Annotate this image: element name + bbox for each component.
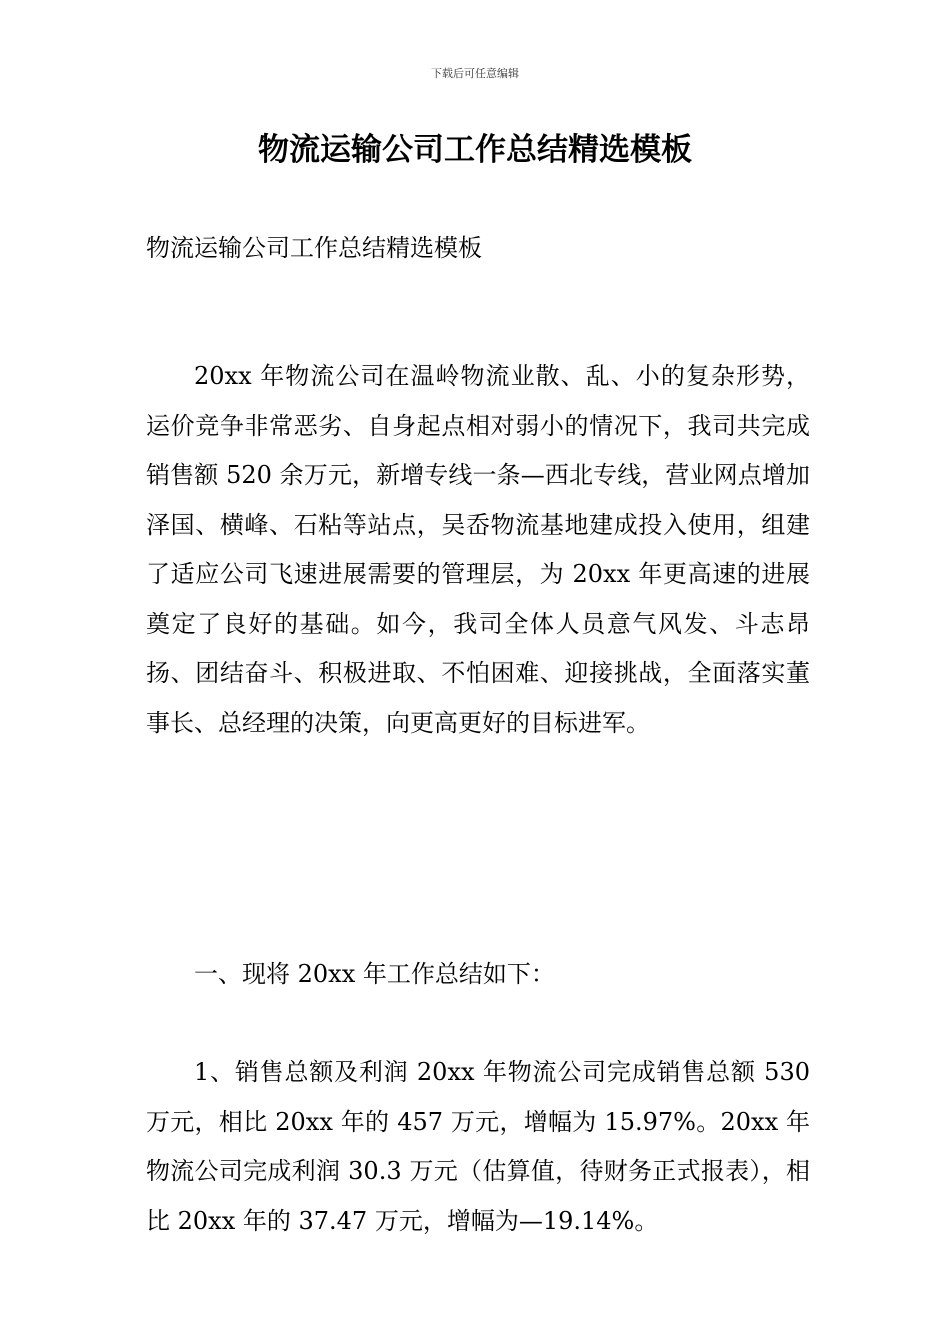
document-subtitle: 物流运输公司工作总结精选模板 <box>146 234 482 262</box>
section-heading: 一、现将 20xx 年工作总结如下： <box>194 960 555 988</box>
header-note: 下载后可任意编辑 <box>431 67 519 80</box>
document-title: 物流运输公司工作总结精选模板 <box>258 132 692 168</box>
summary-item-1: 1、销售总额及利润 20xx 年物流公司完成销售总额 530 万元，相比 20xx 年的 457 万元，增幅为 15.97%。20xx 年物流公司完成利润 30.3 万元（估算值，待财务正式报表），相比 20xx 年的 37.47 万元，增幅为—19.14%。 <box>146 1058 810 1235</box>
intro-paragraph: 20xx 年物流公司在温岭物流业散、乱、小的复杂形势，运价竞争非常恶劣、自身起点相对弱小的情况下，我司共完成销售额 520 余万元，新增专线一条—西北专线，营业网点增加泽国、横峰、石粘等站点，吴岙物流基地建成投入使用，组建了适应公司飞速进展需要的管理层，为 20xx 年更高速的进展奠定了良好的基础。如今，我司全体人员意气风发、斗志昂扬、团结奋斗、积极进取、不怕困难、迎接挑战，全面落实董事长、总经理的决策，向更高更好的目标进军。 <box>146 362 810 737</box>
